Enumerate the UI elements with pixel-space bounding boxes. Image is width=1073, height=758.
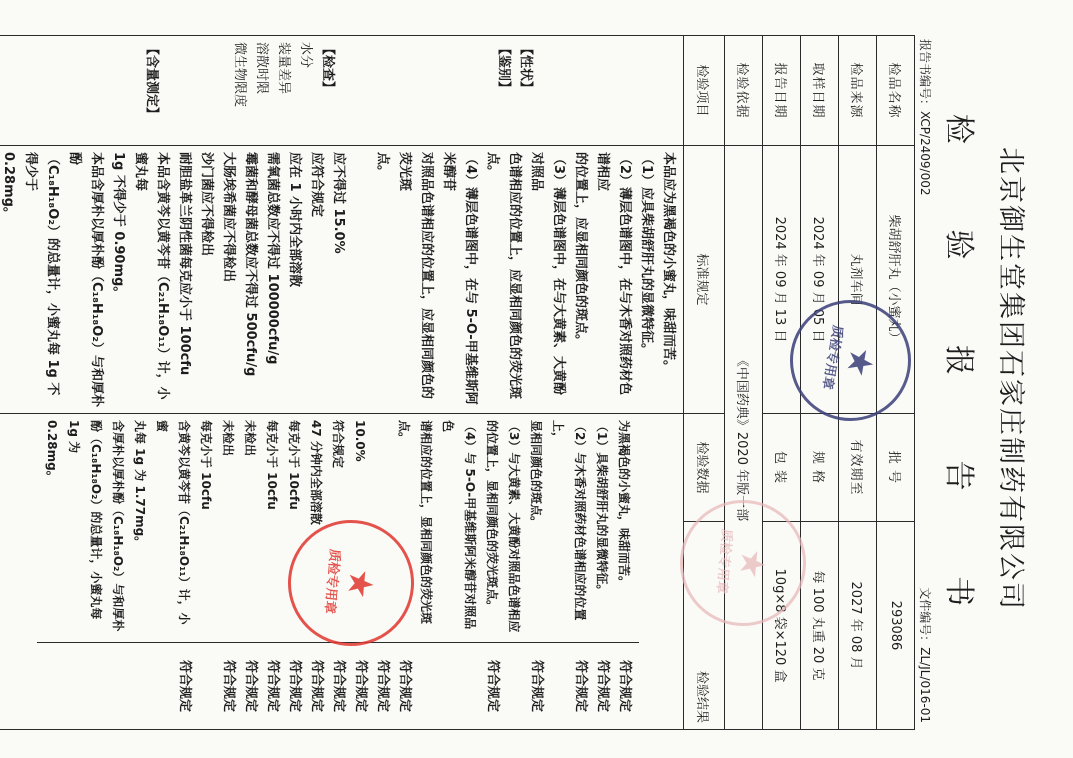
item-line	[448, 42, 470, 139]
data-line: 显相同颜色的斑点。	[528, 420, 543, 529]
result-line: 符合规定	[308, 659, 324, 712]
standard-line: 需氧菌总数应不得过 100000cfu/g	[264, 152, 280, 365]
basis-value: 《中国药典》2020 年版一部	[724, 146, 762, 730]
standard-line: 对照品色谱相应的位置上，应显相同颜色的荧光斑	[396, 152, 434, 400]
source-value: 丸剂车间	[838, 146, 876, 414]
standard-line: （C₁₈H₁₈O₂）的总量计，小蜜丸每 1g 不得少于	[22, 152, 60, 396]
item-line: 【含量测定】	[143, 42, 159, 121]
result-line: 符合规定	[374, 659, 390, 712]
result-line	[129, 647, 151, 725]
company-title: 北京御生堂集团石家庄制药有限公司	[994, 147, 1026, 611]
standard-line: 应符合规定	[308, 152, 324, 218]
item-line: 水分	[297, 42, 313, 69]
result-line: 符合规定	[330, 659, 346, 712]
item-line	[470, 42, 492, 139]
report-number: 报告书编号：XCP/2409/002	[917, 39, 932, 196]
standard-line: 色谱相应的位置上，应显相同颜色的荧光斑点。	[484, 152, 522, 400]
result-line	[151, 647, 173, 725]
col-item-header: 检验项目	[683, 36, 724, 146]
standard-cell	[0, 146, 683, 414]
sampling-date-label: 取样日期	[800, 36, 838, 146]
result-line	[415, 647, 437, 725]
data-line: 点。	[396, 420, 411, 445]
standard-line: 的位置上，应显相同颜色的斑点。	[572, 152, 588, 348]
item-line: 【检查】	[319, 42, 335, 95]
meta-row	[917, 39, 934, 723]
data-line: 每克小于 10cfu	[286, 420, 301, 510]
result-line	[547, 647, 569, 725]
item-line	[162, 42, 184, 139]
data-line: 未检出	[220, 420, 235, 457]
package-label: 包 装	[762, 414, 800, 522]
data-line: （4）与 5-O-甲基维斯阿米醇苷对照品色	[440, 420, 477, 630]
data-line: 丸每 1g 为 1.77mg。	[132, 420, 147, 549]
result-line: 符合规定	[286, 659, 302, 712]
data-line: 含厚朴以厚朴酚（C₁₈H₁₈O₂）与和厚朴	[110, 420, 125, 632]
item-line	[404, 42, 426, 139]
stamp-star-icon: ★	[731, 546, 774, 581]
standard-line: 应不得过 15.0%	[330, 152, 346, 254]
standard-line: 0.28mg。	[0, 152, 16, 220]
data-line: （1）具柴胡舒肝丸的显微特征。	[594, 420, 609, 597]
standard-line: 本品含厚朴以厚朴酚（C₁₈H₁₈O₂）与和厚朴酚	[66, 152, 104, 407]
result-list	[37, 642, 639, 729]
item-line	[184, 42, 206, 139]
item-line	[360, 42, 382, 139]
result-line: 符合规定	[220, 659, 236, 712]
standard-line: 本品应为黑褐色的小蜜丸，味甜而苦。	[660, 152, 676, 374]
stamp-star-icon: ★	[339, 566, 382, 601]
col-result-header: 检验结果	[683, 522, 724, 730]
item-line	[206, 42, 228, 139]
batch-label: 批 号	[876, 414, 914, 522]
data-line: （3）与大黄素、大黄酚对照品色谱相应	[506, 420, 521, 633]
data-line: 10.0%	[352, 420, 367, 462]
result-line: 符合规定	[352, 659, 368, 712]
standard-line: 1g 不得少于 0.90mg。	[110, 152, 126, 300]
data-line: 为黑褐色的小蜜丸，味甜而苦。	[616, 420, 631, 589]
sampling-date: 2024 年 09 月 05 日	[800, 146, 838, 414]
data-line: 酚（C₁₈H₁₈O₂）的总量计，小蜜丸每 1g 为	[66, 420, 103, 620]
result-line: 符合规定	[594, 659, 610, 712]
result-line	[195, 647, 217, 725]
standard-line: 耐胆盐革兰阴性菌每克应小于 100cfu	[176, 152, 192, 376]
sample-name-label: 检品名称	[876, 36, 914, 146]
standard-line: （2）薄层色谱图中，在与木香对照药材色谱相应	[594, 152, 632, 396]
data-line: 每克小于 10cfu	[198, 420, 213, 510]
standard-line: （1）应具柴胡舒肝丸的显微特征。	[638, 152, 654, 357]
spec-label: 规 格	[800, 414, 838, 522]
quality-stamp-blue: ★ 质检专用章	[780, 290, 920, 430]
sample-name: 柴胡舒肝丸（小蜜丸）	[876, 146, 914, 414]
source-label: 检品来源	[838, 36, 876, 146]
result-line: 符合规定	[176, 659, 192, 712]
result-line	[459, 647, 481, 725]
item-line: 【性状】	[517, 42, 533, 95]
expiry-label: 有效期至	[838, 414, 876, 522]
stamp-star-icon: ★	[837, 343, 883, 381]
quality-stamp-red: ★ 质检专用章	[283, 515, 420, 652]
file-number: 文件编号：ZL/JL/016-01	[917, 587, 932, 723]
data-line: 含黄芩以黄芩苷（C₂₁H₁₈O₁₁）计，小蜜	[154, 420, 191, 625]
report-date: 2024 年 09 月 13 日	[762, 146, 800, 414]
items-cell	[0, 36, 683, 146]
standard-line: （4）薄层色谱图中，在与 5-O-甲基维斯阿米醇苷	[440, 152, 478, 405]
package-value: 10g×8 袋×120 盒	[762, 522, 800, 730]
data-line: 谱相应的位置上，显相同颜色的荧光斑	[418, 420, 433, 625]
quality-stamp-faint: ★ 质检专用章	[675, 495, 812, 632]
batch-value: 293086	[876, 522, 914, 730]
standard-line: 大肠埃希菌应不得检出	[220, 152, 236, 283]
col-data-header: 检验数据	[683, 414, 724, 522]
items-list	[140, 42, 536, 139]
result-line	[437, 647, 459, 725]
standard-line: 沙门菌应不得检出	[198, 152, 214, 257]
report-table	[0, 35, 915, 730]
report-date-label: 报告日期	[762, 36, 800, 146]
standard-line: 应在 1 小时内全部溶散	[286, 152, 302, 288]
item-line	[426, 42, 448, 139]
report-title: 检 验 报 告 书	[940, 113, 976, 645]
data-line: （2）与木香对照药材色谱相应的位置上，	[550, 420, 587, 621]
result-line: 符合规定	[264, 659, 280, 712]
standard-line: 点。	[374, 152, 390, 179]
spec-value: 每 100 丸重 20 克	[800, 522, 838, 730]
result-line: 符合规定	[484, 659, 500, 712]
standard-line: （3）薄层色谱图中，在与大黄素、大黄酚对照品	[528, 152, 566, 396]
result-line	[503, 647, 525, 725]
standard-line: 本品含黄芩以黄芩苷（C₂₁H₁₈O₁₁）计，小蜜丸每	[132, 152, 170, 400]
item-line: 【鉴别】	[495, 42, 511, 95]
result-line: 符合规定	[616, 659, 632, 712]
data-line: 未检出	[242, 420, 257, 457]
item-line	[382, 42, 404, 139]
item-line: 装量差异	[275, 42, 291, 95]
data-line: 47 分钟内全部溶散	[308, 420, 323, 525]
data-line: 的位置上，显相同颜色的荧光斑点。	[484, 420, 499, 613]
data-line: 0.28mg。	[44, 420, 59, 483]
result-line: 符合规定	[242, 659, 258, 712]
standard-line	[349, 152, 371, 407]
item-line	[338, 42, 360, 139]
standard-line: 霉菌和酵母菌总数应不得过 500cfu/g	[242, 152, 258, 377]
item-line: 溶散时限	[253, 42, 269, 95]
expiry-value: 2027 年 08 月	[838, 522, 876, 730]
result-line: 符合规定	[396, 659, 412, 712]
data-line: 每克小于 10cfu	[264, 420, 279, 510]
result-line: 符合规定	[528, 659, 544, 712]
result-line: 符合规定	[572, 659, 588, 712]
col-standard-header: 标准规定	[683, 146, 724, 414]
item-line: 微生物限度	[231, 42, 247, 108]
standard-list	[0, 152, 679, 407]
data-line: 符合规定	[330, 420, 345, 469]
basis-label: 检验依据	[724, 36, 762, 146]
